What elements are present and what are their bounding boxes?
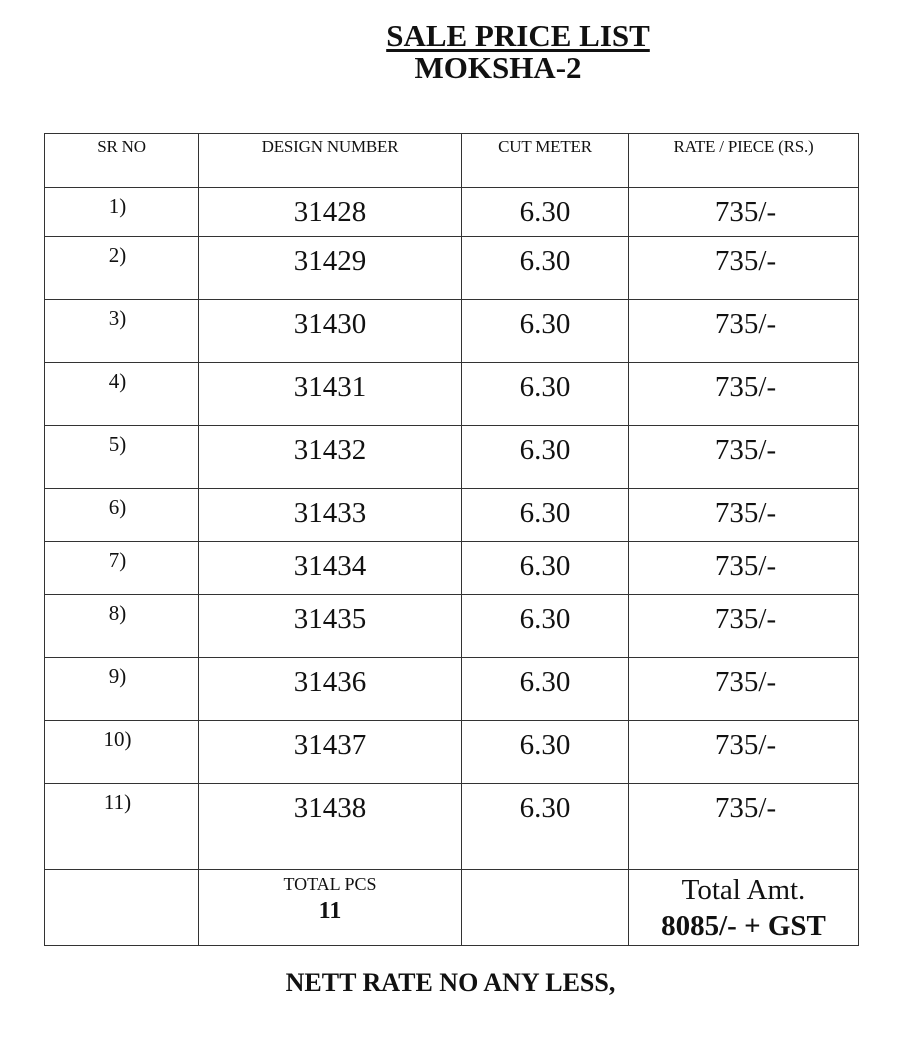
rate-cell: 735/- — [629, 426, 859, 489]
rate-cell: 735/- — [629, 721, 859, 784]
table-row — [45, 658, 859, 721]
rate-cell: 735/- — [629, 658, 859, 721]
totals-row — [45, 870, 859, 946]
column-header-sr-no: SR NO — [45, 134, 199, 188]
cut-meter-cell: 6.30 — [462, 658, 629, 721]
rate-cell: 735/- — [629, 188, 859, 237]
sr-no-cell: 11) — [45, 784, 199, 870]
footer-note — [0, 968, 901, 998]
cut-meter-cell: 6.30 — [462, 188, 629, 237]
design-number-cell: 31430 — [199, 300, 462, 363]
document-title — [0, 18, 901, 86]
cut-meter-cell: 6.30 — [462, 363, 629, 426]
sr-no-cell: 5) — [45, 426, 199, 489]
page-subtitle: MOKSHA-2 — [414, 50, 582, 85]
design-number-cell: 31436 — [199, 658, 462, 721]
cut-meter-cell: 6.30 — [462, 300, 629, 363]
price-table — [44, 133, 859, 946]
table-row — [45, 363, 859, 426]
table-row — [45, 300, 859, 363]
design-number-cell: 31429 — [199, 237, 462, 300]
rate-cell: 735/- — [629, 237, 859, 300]
cut-meter-cell: 6.30 — [462, 542, 629, 595]
column-header-cut-meter: CUT METER — [462, 134, 629, 188]
table-row — [45, 188, 859, 237]
design-number-cell: 31431 — [199, 363, 462, 426]
total-amount-cell — [629, 870, 859, 946]
total-pcs-cell — [199, 870, 462, 946]
total-amount-label: Total Amt. — [681, 874, 806, 906]
sr-no-cell: 7) — [45, 542, 199, 595]
rate-cell: 735/- — [629, 489, 859, 542]
cut-meter-cell: 6.30 — [462, 489, 629, 542]
design-number-cell: 31433 — [199, 489, 462, 542]
sr-no-cell: 6) — [45, 489, 199, 542]
sr-no-cell: 3) — [45, 300, 199, 363]
cut-meter-cell: 6.30 — [462, 237, 629, 300]
table-header-row — [45, 134, 859, 188]
cut-meter-cell: 6.30 — [462, 721, 629, 784]
footer-note-text: NETT RATE NO ANY LESS, — [285, 968, 616, 997]
column-header-rate-piece: RATE / PIECE (RS.) — [629, 134, 859, 188]
total-pcs-value: 11 — [318, 898, 342, 924]
sr-no-cell: 2) — [45, 237, 199, 300]
cut-meter-cell: 6.30 — [462, 426, 629, 489]
rate-cell: 735/- — [629, 784, 859, 870]
totals-empty-cell — [462, 870, 629, 946]
table-row — [45, 489, 859, 542]
page-title: SALE PRICE LIST — [386, 18, 650, 53]
rate-cell: 735/- — [629, 363, 859, 426]
sr-no-cell: 1) — [45, 188, 199, 237]
sr-no-cell: 10) — [45, 721, 199, 784]
rate-cell: 735/- — [629, 595, 859, 658]
totals-empty-cell — [45, 870, 199, 946]
table-row — [45, 595, 859, 658]
table-row — [45, 237, 859, 300]
sr-no-cell: 4) — [45, 363, 199, 426]
total-pcs-label: TOTAL PCS — [283, 874, 377, 894]
rate-cell: 735/- — [629, 542, 859, 595]
cut-meter-cell: 6.30 — [462, 595, 629, 658]
column-header-design-number: DESIGN NUMBER — [199, 134, 462, 188]
table-row — [45, 721, 859, 784]
table-row — [45, 784, 859, 870]
rate-cell: 735/- — [629, 300, 859, 363]
design-number-cell: 31435 — [199, 595, 462, 658]
sr-no-cell: 8) — [45, 595, 199, 658]
sr-no-cell: 9) — [45, 658, 199, 721]
total-amount-value: 8085/- + GST — [661, 910, 826, 942]
table-row — [45, 542, 859, 595]
design-number-cell: 31434 — [199, 542, 462, 595]
design-number-cell: 31432 — [199, 426, 462, 489]
design-number-cell: 31437 — [199, 721, 462, 784]
table-row — [45, 426, 859, 489]
design-number-cell: 31428 — [199, 188, 462, 237]
cut-meter-cell: 6.30 — [462, 784, 629, 870]
design-number-cell: 31438 — [199, 784, 462, 870]
